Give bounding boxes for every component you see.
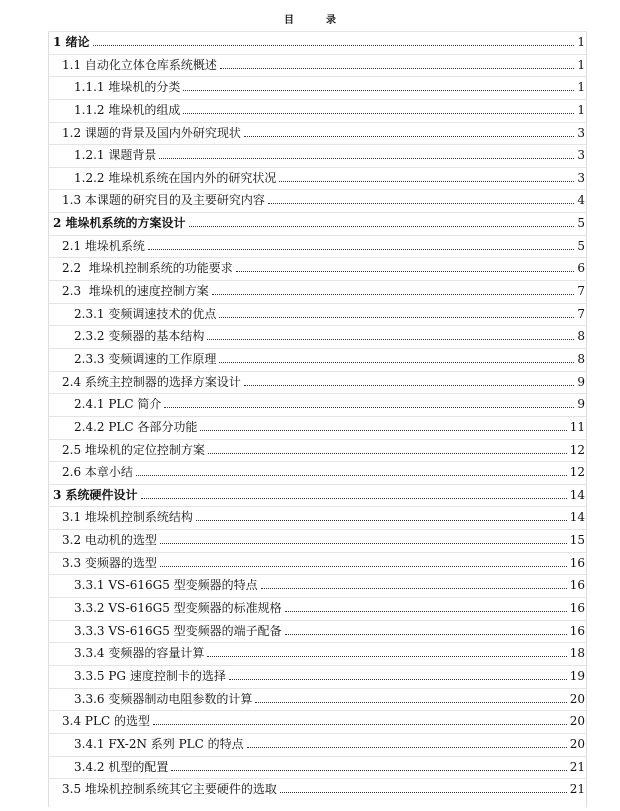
toc-entry[interactable]: [74, 306, 585, 322]
row-divider: [48, 371, 587, 372]
toc-entry[interactable]: [74, 759, 585, 775]
dot-leader: [285, 610, 567, 612]
toc-entry-page: 20: [569, 714, 585, 729]
toc-entry[interactable]: [62, 442, 585, 458]
row-divider: [48, 552, 587, 553]
toc-row: [0, 325, 620, 348]
toc-entry[interactable]: [74, 396, 585, 412]
dot-leader: [159, 157, 574, 159]
toc-row: [0, 371, 620, 394]
toc-entry[interactable]: [74, 577, 585, 593]
row-divider: [48, 733, 587, 734]
toc-entry-label: 3.3.4 变频器的容量计算: [74, 646, 205, 661]
toc-row: [0, 54, 620, 77]
toc-row: [0, 189, 620, 212]
toc-entry-page: 4: [577, 193, 585, 208]
toc-row: [0, 257, 620, 280]
toc-entry-label: 3 系统硬件设计: [53, 487, 138, 502]
toc-entry-label: 2.3.1 变频调速技术的优点: [74, 306, 217, 321]
row-divider: [48, 31, 587, 32]
row-divider: [48, 620, 587, 621]
toc-entry[interactable]: [62, 57, 585, 73]
toc-entry-page: 9: [577, 397, 585, 412]
toc-entry-page: 18: [569, 646, 585, 661]
toc-entry[interactable]: [74, 623, 585, 639]
toc-entry[interactable]: [62, 464, 585, 480]
toc-entry[interactable]: [62, 555, 585, 571]
toc-entry-page: 14: [569, 510, 585, 525]
row-divider: [48, 778, 587, 779]
toc-entry-label: 1.3 本课题的研究目的及主要研究内容: [62, 193, 265, 208]
row-divider: [48, 574, 587, 575]
toc-entry-page: 6: [577, 261, 585, 276]
row-divider: [48, 325, 587, 326]
toc-entry-label: 3.2 电动机的选型: [62, 533, 157, 548]
toc-row: [0, 416, 620, 439]
row-divider: [48, 529, 587, 530]
dot-leader: [93, 44, 575, 46]
row-divider: [48, 484, 587, 485]
toc-entry-label: 1.2 课题的背景及国内外研究现状: [62, 125, 241, 140]
toc-entry-label: 3.3.6 变频器制动电阻参数的计算: [74, 691, 253, 706]
toc-row: [0, 710, 620, 733]
toc-entry-page: 3: [577, 148, 585, 163]
row-divider: [48, 54, 587, 55]
row-divider: [48, 348, 587, 349]
row-divider: [48, 122, 587, 123]
toc-row: [0, 597, 620, 620]
toc-entry-label: 3.5 堆垛机控制系统其它主要硬件的选取: [62, 782, 277, 797]
toc-entry-page: 15: [569, 533, 585, 548]
dot-leader: [285, 633, 567, 635]
dot-leader: [279, 180, 574, 182]
toc-entry[interactable]: [62, 509, 585, 525]
toc-entry-label: 3.3 变频器的选型: [62, 555, 157, 570]
dot-leader: [220, 67, 574, 69]
toc-entry-page: 1: [577, 35, 585, 49]
toc-entry-label: 1.1.1 堆垛机的分类: [74, 80, 181, 95]
toc-entry-page: 16: [569, 601, 585, 616]
dot-leader: [219, 316, 574, 318]
toc-row: [0, 484, 620, 507]
toc-row: [0, 688, 620, 711]
dot-leader: [280, 791, 567, 793]
toc-entry-label: 2.4.2 PLC 各部分功能: [74, 419, 198, 434]
toc-row: [0, 529, 620, 552]
toc-entry[interactable]: [74, 328, 585, 344]
toc-title-char-2: 录: [326, 15, 336, 26]
toc-entry-label: 1 绪论: [53, 35, 90, 49]
toc-entry[interactable]: [74, 102, 585, 118]
toc-entry-page: 3: [577, 125, 585, 140]
dot-leader: [148, 248, 574, 250]
toc-row: [0, 144, 620, 167]
toc-row: [0, 303, 620, 326]
toc-entry-page: 7: [577, 306, 585, 321]
toc-entry-label: 2.1 堆垛机系统: [62, 238, 145, 253]
dot-leader: [153, 723, 567, 725]
toc-entry-label: 3.3.3 VS-616G5 型变频器的端子配备: [74, 623, 282, 638]
toc-row: [0, 439, 620, 462]
dot-leader: [208, 452, 567, 454]
toc-entry[interactable]: [62, 781, 585, 797]
dot-leader: [171, 769, 566, 771]
toc-entry[interactable]: [74, 645, 585, 661]
toc-entry-label: 3.3.5 PG 速度控制卡的选择: [74, 668, 226, 683]
toc-row: [0, 620, 620, 643]
toc-entry[interactable]: [74, 691, 585, 707]
dot-leader: [189, 225, 575, 227]
row-divider: [48, 212, 587, 213]
dot-leader: [229, 678, 567, 680]
toc-row: [0, 212, 620, 235]
dot-leader: [207, 338, 574, 340]
toc-entry-label: 2.3.3 变频调速的工作原理: [74, 351, 217, 366]
toc-entry[interactable]: [53, 487, 585, 503]
dot-leader: [268, 202, 574, 204]
toc-entry[interactable]: [74, 600, 585, 616]
toc-entry-label: 3.3.1 VS-616G5 型变频器的特点: [74, 578, 258, 593]
toc-entry-label: 1.1 自动化立体仓库系统概述: [62, 57, 217, 72]
row-divider: [48, 506, 587, 507]
row-divider: [48, 439, 587, 440]
toc-entry-label: 3.4.2 机型的配置: [74, 759, 169, 774]
row-divider: [48, 688, 587, 689]
toc-entry[interactable]: [62, 125, 585, 141]
toc-entry-label: 3.3.2 VS-616G5 型变频器的标准规格: [74, 601, 282, 616]
row-divider: [48, 416, 587, 417]
toc-entry[interactable]: [53, 34, 585, 50]
row-divider: [48, 597, 587, 598]
dot-leader: [261, 587, 567, 589]
toc-row: [0, 461, 620, 484]
toc-entry[interactable]: [74, 668, 585, 684]
toc-row: [0, 393, 620, 416]
toc-entry[interactable]: [62, 374, 585, 390]
toc-entry-page: 7: [577, 284, 585, 299]
toc-entry-page: 12: [569, 465, 585, 480]
toc-entry-label: 2.5 堆垛机的定位控制方案: [62, 442, 205, 457]
toc-entry-page: 11: [569, 419, 585, 434]
toc-row: [0, 76, 620, 99]
toc-entry[interactable]: [62, 283, 585, 299]
toc-entry-page: 1: [577, 102, 585, 117]
toc-entry[interactable]: [62, 532, 585, 548]
row-divider: [48, 642, 587, 643]
toc-entry[interactable]: [62, 238, 585, 254]
toc-title: [0, 11, 620, 26]
toc-row: [0, 235, 620, 258]
row-divider: [48, 167, 587, 168]
toc-entry-label: 2 堆垛机系统的方案设计: [53, 216, 186, 231]
toc-entry-page: 21: [569, 759, 585, 774]
toc-entry-label: 2.6 本章小结: [62, 465, 133, 480]
row-divider: [48, 76, 587, 77]
toc-row: [0, 733, 620, 756]
toc-entry-label: 3.4.1 FX-2N 系列 PLC 的特点: [74, 736, 244, 751]
toc-row: [0, 31, 620, 54]
row-divider: [48, 280, 587, 281]
toc-row: [0, 99, 620, 122]
toc-entry-label: 2.4 系统主控制器的选择方案设计: [62, 374, 241, 389]
row-divider: [48, 144, 587, 145]
dot-leader: [160, 565, 567, 567]
dot-leader: [244, 135, 574, 137]
toc-row: [0, 348, 620, 371]
row-divider: [48, 189, 587, 190]
toc-entry-label: 2.3.2 变频器的基本结构: [74, 329, 205, 344]
toc-entry-page: 19: [569, 668, 585, 683]
toc-entry-page: 21: [569, 782, 585, 797]
toc-entry-page: 16: [569, 578, 585, 593]
toc-row: [0, 756, 620, 779]
toc-entry-label: 3.1 堆垛机控制系统结构: [62, 510, 193, 525]
dot-leader: [164, 406, 574, 408]
toc-entry-page: 8: [577, 351, 585, 366]
toc-entry-page: 12: [569, 442, 585, 457]
dot-leader: [183, 112, 574, 114]
dot-leader: [236, 270, 575, 272]
row-divider: [48, 756, 587, 757]
toc-entry-label: 2.2 堆垛机控制系统的功能要求: [62, 261, 233, 276]
toc-entry-label: 1.2.2 堆垛机系统在国内外的研究状况: [74, 170, 277, 185]
row-divider: [48, 710, 587, 711]
row-divider: [48, 303, 587, 304]
toc-entry-label: 1.2.1 课题背景: [74, 148, 157, 163]
toc-entry-label: 2.4.1 PLC 简介: [74, 397, 162, 412]
toc-entry[interactable]: [74, 79, 585, 95]
toc-entry-label: 1.1.2 堆垛机的组成: [74, 102, 181, 117]
toc-entry-page: 16: [569, 623, 585, 638]
toc-entry[interactable]: [62, 192, 585, 208]
toc-entry-page: 5: [577, 238, 585, 253]
toc-entry-page: 20: [569, 736, 585, 751]
toc-row: [0, 778, 620, 801]
dot-leader: [219, 361, 574, 363]
toc-row: [0, 642, 620, 665]
dot-leader: [207, 655, 566, 657]
toc-entry[interactable]: [62, 260, 585, 276]
dot-leader: [212, 293, 575, 295]
toc-entry-label: 2.3 堆垛机的速度控制方案: [62, 284, 209, 299]
row-divider: [48, 257, 587, 258]
toc-entry-page: 1: [577, 80, 585, 95]
toc-entry-page: 16: [569, 555, 585, 570]
toc-entry[interactable]: [74, 419, 585, 435]
toc-row: [0, 280, 620, 303]
toc-entry[interactable]: [74, 736, 585, 752]
dot-leader: [244, 384, 574, 386]
dot-leader: [136, 474, 567, 476]
row-divider: [48, 235, 587, 236]
toc-entry[interactable]: [62, 713, 585, 729]
dot-leader: [255, 701, 566, 703]
toc-row: [0, 552, 620, 575]
toc-entry-page: 5: [577, 216, 585, 231]
toc-entry-label: 3.4 PLC 的选型: [62, 714, 150, 729]
row-divider: [48, 99, 587, 100]
dot-leader: [141, 497, 567, 499]
toc-entry-page: 8: [577, 329, 585, 344]
dot-leader: [247, 746, 567, 748]
toc-row: [0, 665, 620, 688]
toc-row: [0, 167, 620, 190]
dot-leader: [196, 519, 567, 521]
dot-leader: [200, 429, 566, 431]
toc-entry[interactable]: [74, 170, 585, 186]
toc-entry-page: 20: [569, 691, 585, 706]
toc-row: [0, 574, 620, 597]
dot-leader: [160, 542, 567, 544]
toc-entry[interactable]: [53, 215, 585, 231]
dot-leader: [183, 89, 574, 91]
toc-title-char-1: 目: [284, 15, 294, 26]
toc-entry-page: 3: [577, 170, 585, 185]
toc-row: [0, 122, 620, 145]
row-divider: [48, 393, 587, 394]
toc-row: [0, 506, 620, 529]
toc-entry[interactable]: [74, 147, 585, 163]
table-of-contents: [0, 31, 620, 801]
toc-entry[interactable]: [74, 351, 585, 367]
toc-entry-page: 1: [577, 57, 585, 72]
toc-entry-page: 14: [569, 487, 585, 502]
row-divider: [48, 665, 587, 666]
row-divider: [48, 461, 587, 462]
toc-entry-page: 9: [577, 374, 585, 389]
